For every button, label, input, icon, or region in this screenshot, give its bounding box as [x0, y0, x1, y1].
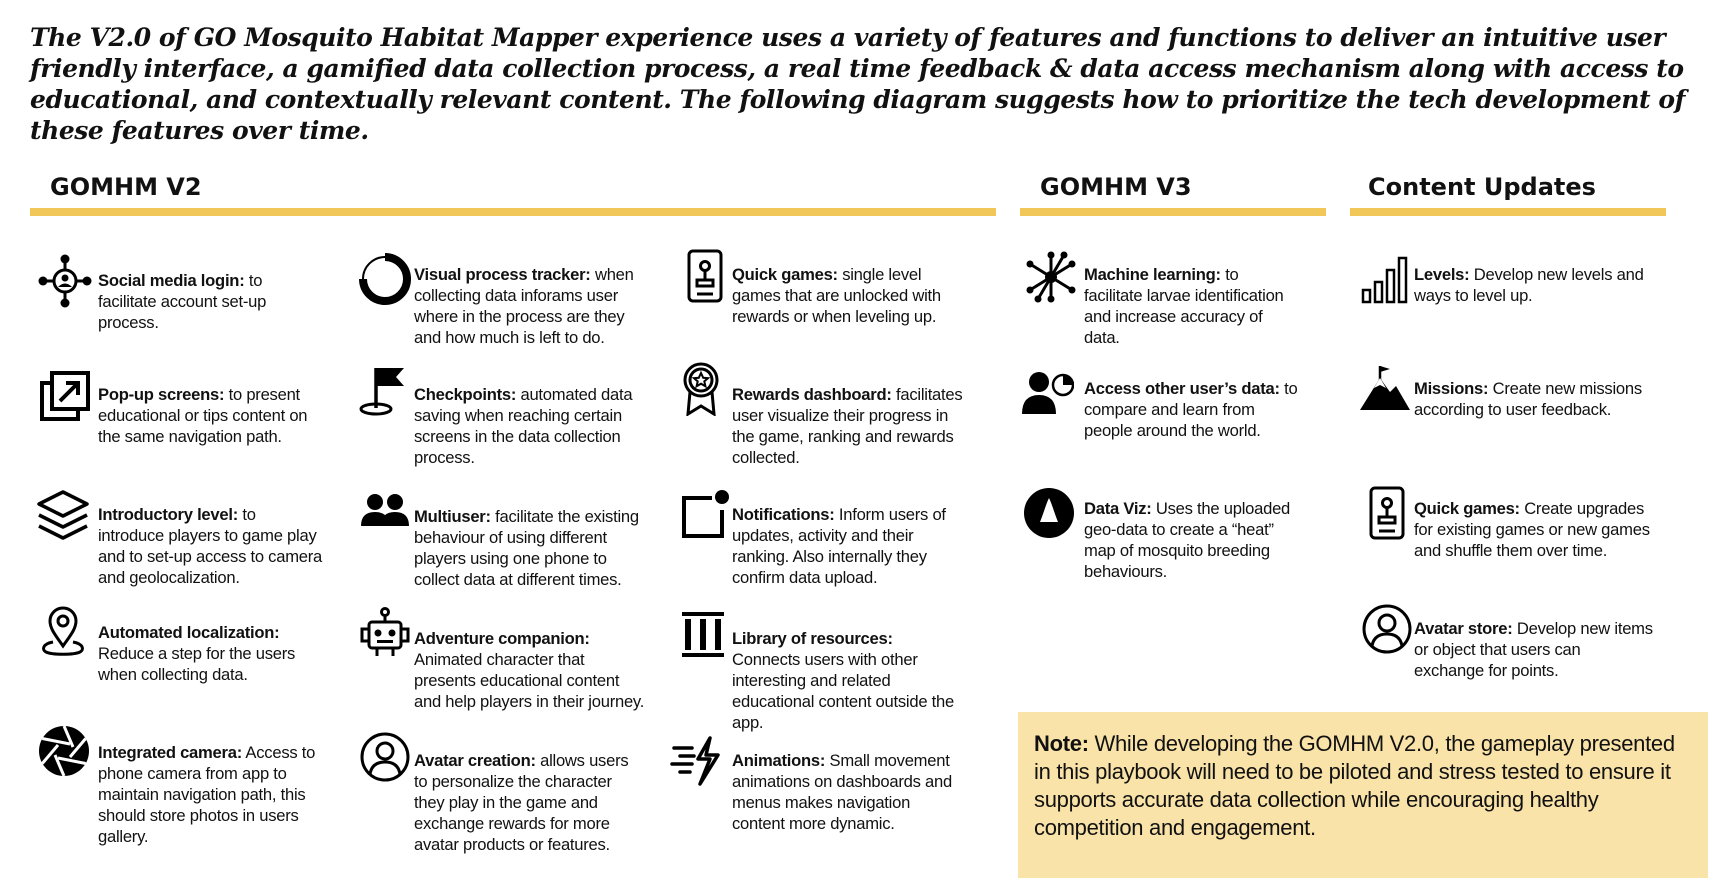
feature-text	[98, 622, 323, 685]
feature-desc: when collecting data inforams user where in the process are they and how much is left to do.	[414, 265, 634, 347]
feature-desc: Create new missions according to user feedback.	[1414, 379, 1642, 419]
feature-title: Access other user’s data:	[1084, 379, 1280, 398]
feature-desc: Inform users of updates, activity and their ranking. Also internally they confirm data upload.	[732, 505, 946, 587]
note-text: While developing the GOMHM V2.0, the gameplay presented in this playbook will need to be piloted and stress tested to ensure it supports accurate data collection while encouraging healthy competition and engagement.	[1034, 731, 1675, 840]
feature-desc: allows users to personalize the character they play in the game and exchange rewards for more avatar products or features.	[414, 751, 629, 854]
feature-text	[414, 628, 646, 712]
feature-title: Automated localization:	[98, 623, 280, 642]
intro-paragraph: The V2.0 of GO Mosquito Habitat Mapper experience uses a variety of features and functions to deliver an intuitive user friendly interface, a gamified data collection process, a real time feedback & data access mechanism along with access to educational, and contextually relevant content. The following diagram suggests how to prioritize the tech development of these features over time.	[30, 23, 1685, 145]
feature-title: Rewards dashboard:	[732, 385, 892, 404]
flag-icon	[358, 364, 412, 418]
feature-title: Avatar store:	[1414, 619, 1513, 638]
section-divider-v2	[30, 208, 996, 216]
avatar-icon	[1360, 602, 1414, 656]
feature-title: Notifications:	[732, 505, 835, 524]
avatar-icon	[358, 730, 412, 784]
camera-aperture-icon	[37, 724, 91, 778]
phone-joystick-icon	[678, 249, 732, 303]
award-ribbon-icon	[674, 362, 728, 416]
feature-title: Integrated camera:	[98, 743, 242, 762]
note-label: Note:	[1034, 731, 1089, 756]
feature-title: Checkpoints:	[414, 385, 517, 404]
feature-text	[1414, 498, 1654, 561]
feature-text	[732, 264, 964, 327]
feature-title: Quick games:	[1414, 499, 1520, 518]
feature-desc: Develop new levels and ways to level up.	[1414, 265, 1644, 305]
feature-text	[1414, 618, 1654, 681]
feature-desc: to compare and learn from people around the world.	[1084, 379, 1298, 440]
phone-joystick-icon	[1360, 486, 1414, 540]
feature-title: Multiuser:	[414, 507, 491, 526]
section-title-content-updates: Content Updates	[1368, 173, 1596, 201]
feature-text	[98, 270, 313, 333]
feature-desc: Access to phone camera from app to maintain navigation path, this should store photos in users gallery.	[98, 743, 316, 846]
feature-title: Library of resources:	[732, 629, 893, 648]
feature-text	[1084, 264, 1299, 348]
section-title-gomhm-v3: GOMHM V3	[1040, 173, 1192, 201]
feature-desc: single level games that are unlocked with rewards or when leveling up.	[732, 265, 941, 326]
data-viz-icon	[1022, 486, 1076, 540]
feature-title: Levels:	[1414, 265, 1470, 284]
feature-title: Adventure companion:	[414, 629, 590, 648]
feature-title: Avatar creation:	[414, 751, 536, 770]
robot-icon	[358, 606, 412, 660]
section-divider-content	[1350, 208, 1666, 216]
library-icon	[676, 608, 730, 662]
feature-text	[98, 384, 323, 447]
section-divider-v3	[1020, 208, 1326, 216]
note-box	[1018, 712, 1708, 878]
feature-title: Pop-up screens:	[98, 385, 225, 404]
feature-text	[732, 750, 964, 834]
feature-title: Quick games:	[732, 265, 838, 284]
feature-text	[732, 628, 964, 733]
feature-desc: to present educational or tips content on the same navigation path.	[98, 385, 308, 446]
mountain-flag-icon	[1358, 362, 1412, 416]
feature-text	[732, 504, 964, 588]
share-network-icon	[38, 254, 92, 308]
feature-text	[1414, 264, 1654, 306]
feature-text	[414, 750, 646, 855]
feature-desc: Create upgrades for existing games or new games and shuffle them over time.	[1414, 499, 1650, 560]
feature-text	[414, 264, 646, 348]
feature-desc: facilitates user visualize their progress in the game, ranking and rewards collected.	[732, 385, 963, 467]
feature-desc: to facilitate larvae identification and increase accuracy of data.	[1084, 265, 1284, 347]
feature-desc: Connects users with other interesting and related educational content outside the app.	[732, 650, 954, 732]
feature-title: Introductory level:	[98, 505, 239, 524]
notification-icon	[676, 488, 730, 542]
feature-desc: automated data saving when reaching certain screens in the data collection process.	[414, 385, 633, 467]
feature-desc: facilitate the existing behaviour of using different players using one phone to collect data at different times.	[414, 507, 639, 589]
feature-text	[414, 506, 646, 590]
feature-text	[732, 384, 964, 468]
feature-title: Data Viz:	[1084, 499, 1152, 518]
bar-levels-icon	[1360, 252, 1414, 306]
users-icon	[358, 488, 412, 542]
section-title-gomhm-v2: GOMHM V2	[50, 173, 202, 201]
feature-text	[98, 742, 323, 847]
location-pin-icon	[36, 602, 90, 656]
feature-desc: Reduce a step for the users when collecting data.	[98, 644, 296, 684]
feature-text	[1084, 498, 1299, 582]
lightning-motion-icon	[670, 734, 724, 788]
feature-desc: to facilitate account set-up process.	[98, 271, 267, 332]
feature-title: Social media login:	[98, 271, 245, 290]
feature-text	[1084, 378, 1299, 441]
progress-ring-icon	[358, 252, 412, 306]
popup-window-icon	[38, 369, 92, 423]
feature-text	[1414, 378, 1654, 420]
feature-desc: Uses the uploaded geo-data to create a “heat” map of mosquito breeding behaviours.	[1084, 499, 1291, 581]
feature-desc: Animated character that presents educational content and help players in their journey.	[414, 650, 645, 711]
feature-title: Visual process tracker:	[414, 265, 591, 284]
layers-icon	[36, 488, 90, 542]
feature-text	[414, 384, 646, 468]
feature-desc: Small movement animations on dashboards and menus makes navigation content more dynamic.	[732, 751, 952, 833]
feature-text	[98, 504, 323, 588]
user-pie-chart-icon	[1020, 366, 1074, 420]
feature-desc: to introduce players to game play and to set-up access to camera and geolocalization.	[98, 505, 323, 587]
neural-network-icon	[1024, 250, 1078, 304]
feature-desc: Develop new items or object that users can exchange for points.	[1414, 619, 1653, 680]
feature-title: Machine learning:	[1084, 265, 1221, 284]
feature-title: Missions:	[1414, 379, 1489, 398]
feature-title: Animations:	[732, 751, 826, 770]
